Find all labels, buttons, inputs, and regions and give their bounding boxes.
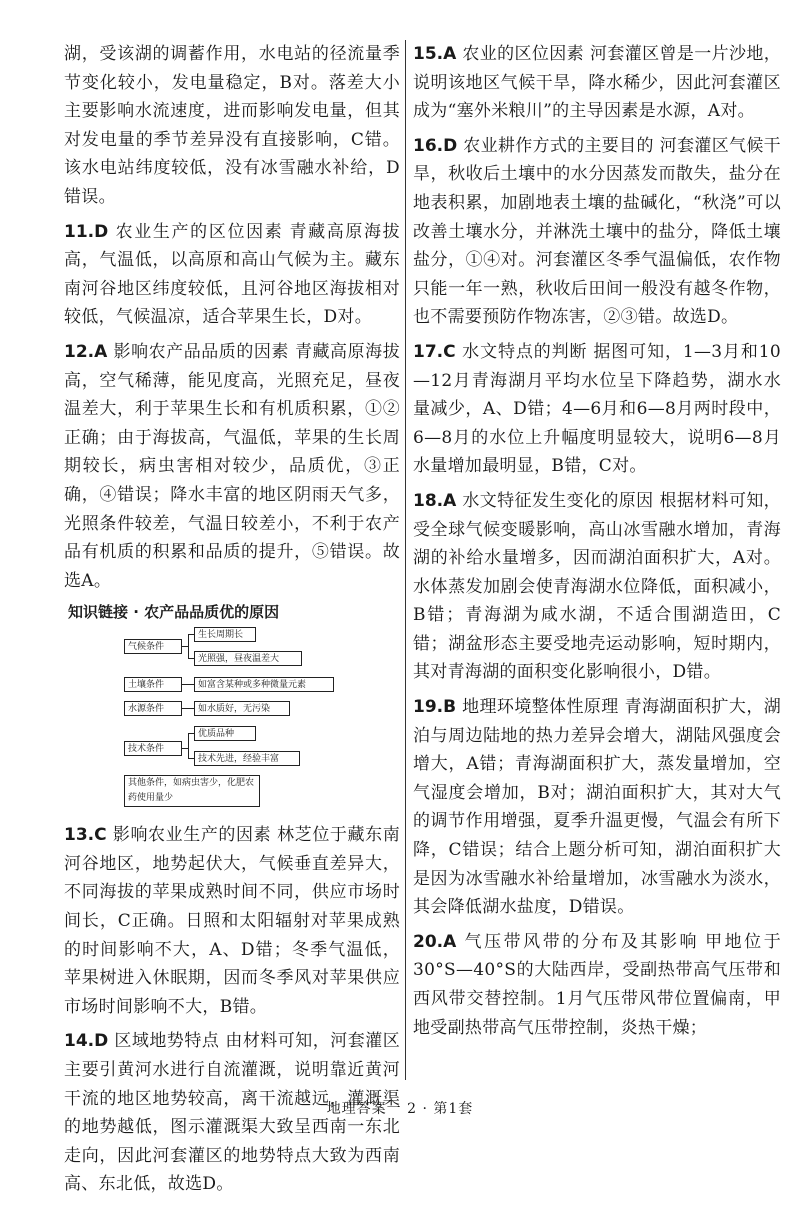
answer-topic: 气压带风带的分布及其影响 bbox=[462, 931, 700, 952]
answer-number: 16.D bbox=[413, 135, 458, 156]
answer-text: 根据材料可知，受全球气候变暖影响，高山冰雪融水增加，青海湖的补给水量增多，因而湖泊面积扩大，A对。水体蒸发加剧会使青海湖水位降低，面积减小，B错；青海湖为咸水湖，不适合围湖造田，C错；湖盆形态主要受地壳运动影响，短时期内，其对青海湖的面积变化影响很小，D错。 bbox=[413, 490, 781, 683]
climate-reason-b: 光照强，昼夜温差大 bbox=[194, 651, 302, 666]
answer-text: 河套灌区气候干旱，秋收后土壤中的水分因蒸发而散失，盐分在地表积累，加剧地表土壤的盐碱化，“秋浇”可以改善土壤水分，并淋洗土壤中的盐分，降低土壤盐分，①④对。河套灌区冬季气温偏低，农作物只能一年一熟，秋收后田间一般没有越冬作物，也不需要预防作物冻害，②③错。故选D。 bbox=[413, 135, 781, 328]
soil-reason: 如富含某种或多种微量元素 bbox=[194, 677, 334, 692]
answer-text: 河套灌区曾是一片沙地，说明该地区气候干旱，降水稀少，因此河套灌区成为“塞外米粮川”的主导因素是水源，A对。 bbox=[413, 44, 781, 122]
connector-line bbox=[188, 733, 189, 759]
answer-item-16 bbox=[413, 132, 781, 332]
tech-condition-box: 技术条件 bbox=[124, 741, 182, 756]
left-column bbox=[64, 40, 400, 1205]
answer-item-18 bbox=[413, 487, 781, 687]
answer-item-11 bbox=[64, 218, 400, 332]
soil-condition-box: 土壤条件 bbox=[124, 677, 182, 692]
answer-topic: 影响农产品品质的因素 bbox=[113, 341, 289, 362]
answer-topic: 区域地势特点 bbox=[114, 1031, 220, 1052]
answer-number: 14.D bbox=[64, 1031, 109, 1052]
answer-number: 20.A bbox=[413, 931, 457, 952]
answer-topic: 水文特点的判断 bbox=[461, 341, 588, 362]
connector-line bbox=[182, 684, 194, 685]
column-divider bbox=[405, 40, 406, 1080]
answer-number: 17.C bbox=[413, 341, 456, 362]
answer-item-19 bbox=[413, 693, 781, 922]
page-footer: 地理答案一 2 · 第1套 bbox=[326, 1101, 474, 1117]
answer-number: 18.A bbox=[413, 490, 457, 511]
answer-item-13 bbox=[64, 821, 400, 1021]
answer-item-20 bbox=[413, 928, 781, 1042]
answer-item-12 bbox=[64, 338, 400, 595]
knowledge-link-diagram bbox=[122, 629, 362, 811]
answer-text: 湖，受该湖的调蓄作用，水电站的径流量季节变化较小，发电量稳定，B对。落差大小主要影响水流速度，进而影响发电量，但其对发电量的季节差异没有直接影响，C错。该水电站纬度较低，没有冰雪融水补给，D错误。 bbox=[64, 44, 400, 207]
answer-topic: 农业耕作方式的主要目的 bbox=[463, 135, 654, 156]
climate-condition-box: 气候条件 bbox=[124, 639, 182, 654]
answer-number: 11.D bbox=[64, 221, 109, 242]
other-condition-box: 其他条件，如病虫害少，化肥农药使用量少 bbox=[124, 775, 260, 807]
answer-topic: 地理环境整体性原理 bbox=[462, 697, 619, 718]
answer-text: 由材料可知，河套灌区主要引黄河水进行自流灌溉，说明靠近黄河干流的地区地势较高，离干流越远，灌溉渠的地势越低，图示灌溉渠大致呈西南一东北走向，因此河套灌区的地势特点大致为西南高、东北低，故选D。 bbox=[64, 1031, 400, 1195]
answer-text: 据图可知，1—3月和10—12月青海湖月平均水位呈下降趋势，湖水水量减少，A、D错；4—6月和6—8月两时段中，6—8月的水位上升幅度明显较大，说明6—8月水量增加最明显，B错，C对。 bbox=[413, 341, 781, 477]
water-reason: 如水质好，无污染 bbox=[194, 701, 290, 716]
answer-text: 甲地位于30°S—40°S的大陆西岸，受副热带高气压带和西风带交替控制。1月气压带风带位置偏南，甲地受副热带高气压带控制，炎热干燥； bbox=[413, 931, 781, 1038]
answer-topic: 农业的区位因素 bbox=[462, 44, 584, 64]
answer-topic: 水文特征发生变化的原因 bbox=[462, 490, 654, 511]
answer-number: 12.A bbox=[64, 341, 108, 362]
knowledge-link-title: 知识链接 · 农产品品质优的原因 bbox=[68, 603, 280, 622]
answer-item-15 bbox=[413, 40, 781, 126]
right-column bbox=[413, 40, 781, 1048]
answer-text: 林芝位于藏东南河谷地区，地势起伏大，气候垂直差异大，不同海拔的苹果成熟时间不同，供应市场时间长，C正确。日照和太阳辐射对苹果成熟的时间影响不大，A、D错；冬季气温低，苹果树进入休眠期，因而冬季风对苹果供应市场时间影响不大，B错。 bbox=[64, 825, 400, 1017]
answer-number: 19.B bbox=[413, 697, 457, 718]
water-condition-box: 水源条件 bbox=[124, 701, 182, 716]
climate-reason-a: 生长周期长 bbox=[194, 627, 256, 642]
answer-number: 15.A bbox=[413, 44, 457, 64]
answer-text: 青藏高原海拔高，气温低，以高原和高山气候为主。藏东南河谷地区纬度较低，且河谷地区海拔相对较低，气候温凉，适合苹果生长，D对。 bbox=[64, 221, 400, 328]
tech-reason-b: 技术先进，经验丰富 bbox=[194, 751, 300, 766]
answer-number: 13.C bbox=[64, 825, 107, 846]
answer-topic: 农业生产的区位因素 bbox=[114, 221, 284, 242]
answer-item-17 bbox=[413, 338, 781, 481]
answer-continuation bbox=[64, 40, 400, 212]
tech-reason-a: 优质品种 bbox=[194, 726, 256, 741]
answer-topic: 影响农业生产的因素 bbox=[112, 825, 272, 846]
connector-line bbox=[188, 634, 189, 659]
answer-text: 青海湖面积扩大，湖泊与周边陆地的热力差异会增大，湖陆风强度会增大，A错；青海湖面积扩大，蒸发量增加，空气湿度会增加，B对；湖泊面积扩大，其对大气的调节作用增强，夏季升温更慢，气温会有所下降，C错误；结合上题分析可知，湖泊面积扩大是因为冰雪融水补给量增加，冰雪融水为淡水，其会降低湖水盐度，D错误。 bbox=[413, 697, 781, 918]
connector-line bbox=[182, 708, 194, 709]
answer-text: 青藏高原海拔高，空气稀薄，能见度高，光照充足，昼夜温差大，利于苹果生长和有机质积累，①②正确；由于海拔高，气温低，苹果的生长周期较长，病虫害相对较少，品质优，③正确，④错误；降水丰富的地区阴雨天气多，光照条件较差，气温日较差小，不利于农产品有机质的积累和品质的提升，⑤错误。故选A。 bbox=[64, 341, 400, 591]
